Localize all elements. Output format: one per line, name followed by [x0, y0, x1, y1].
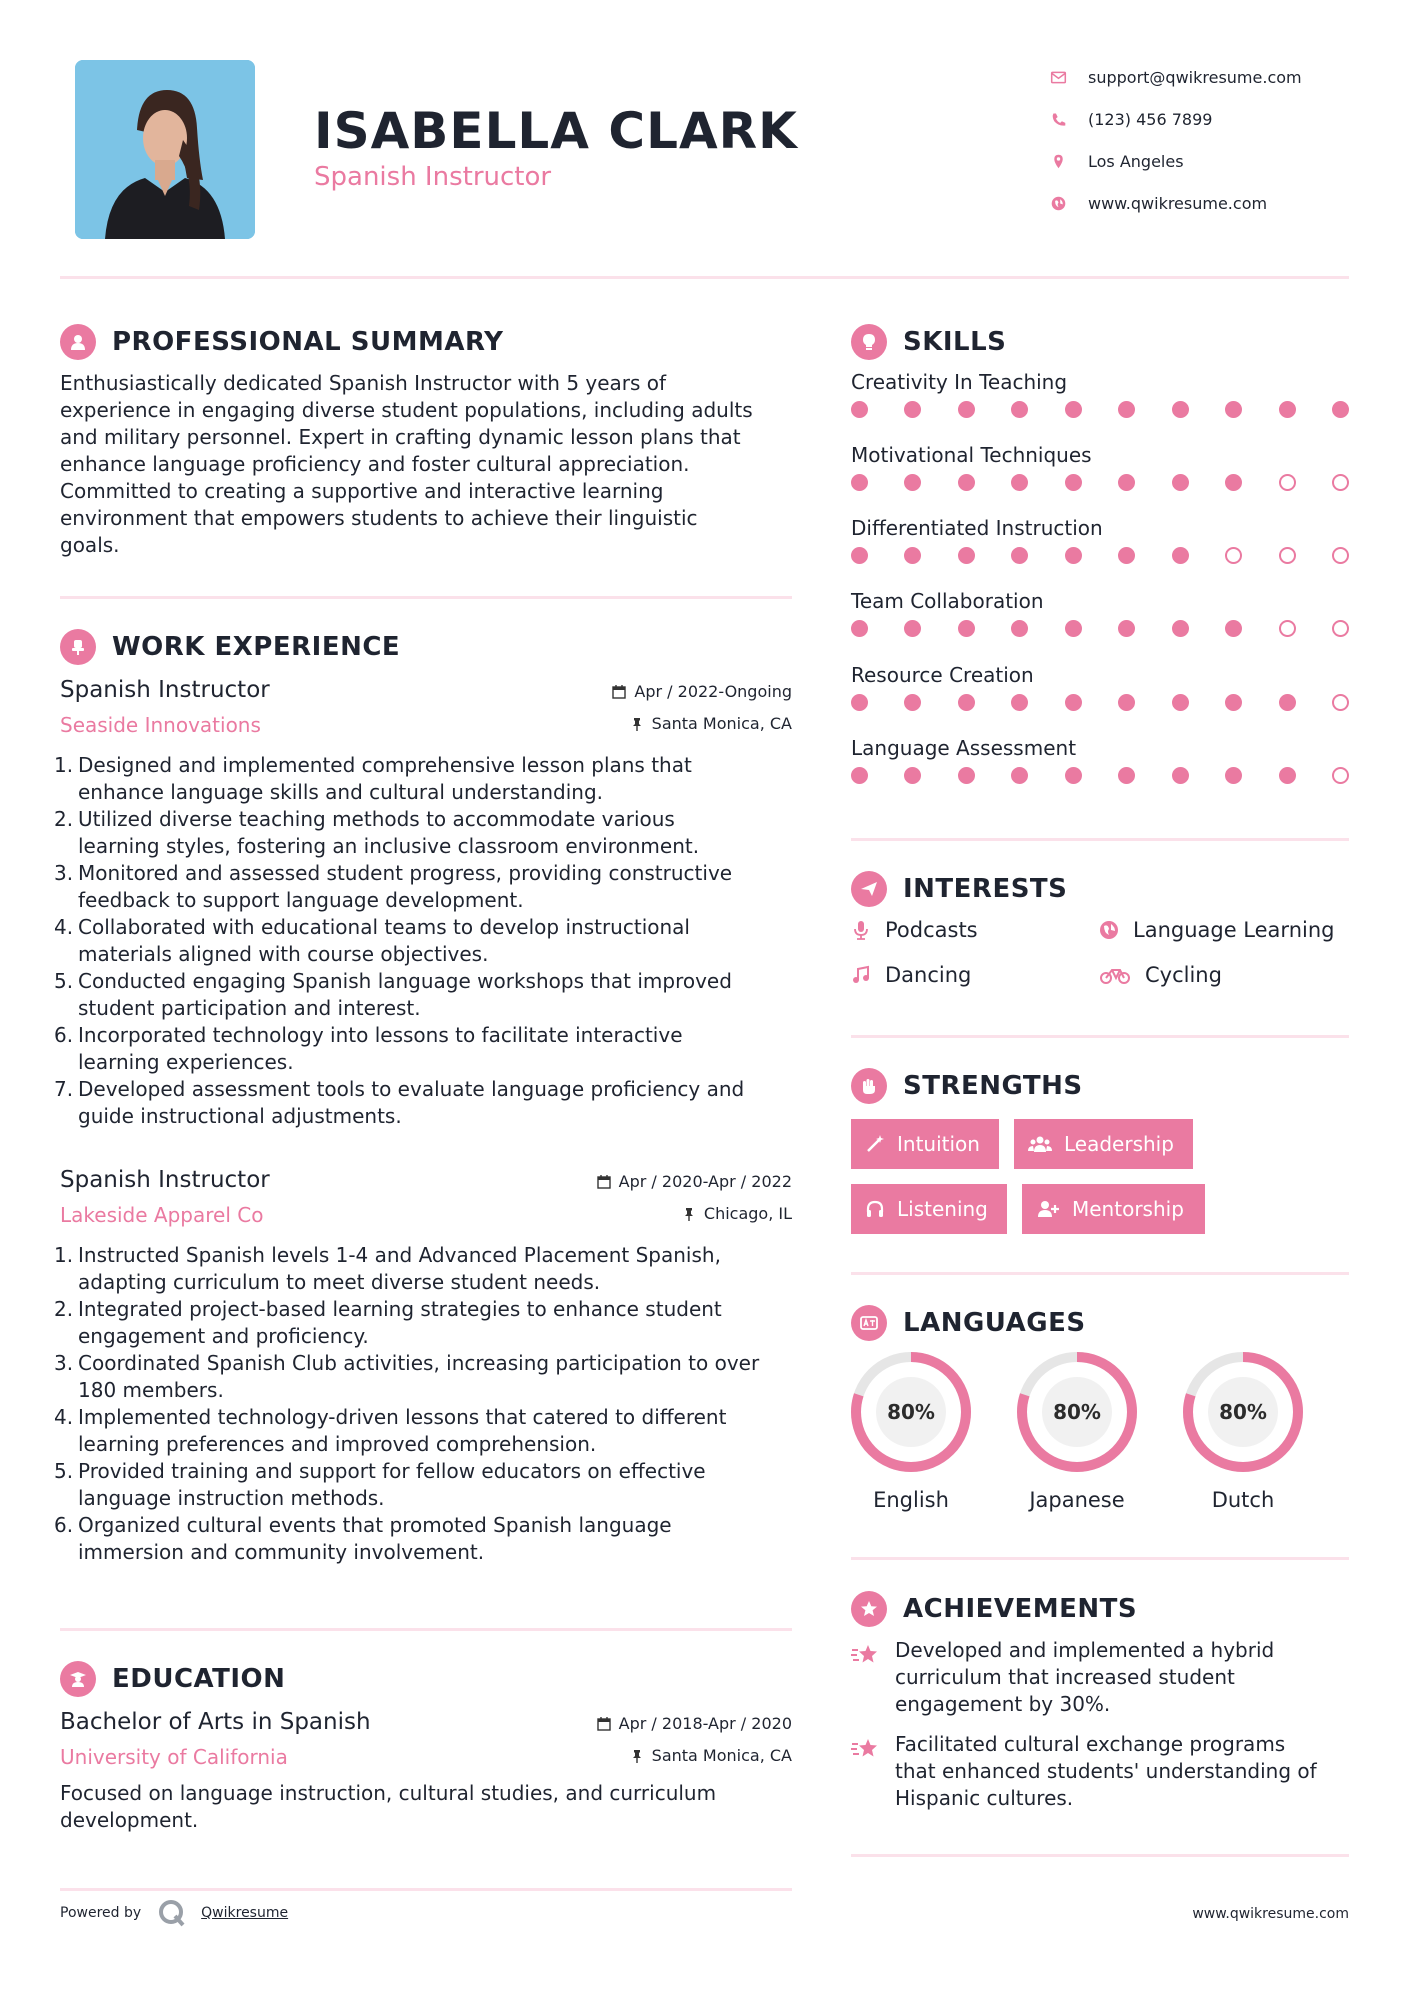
summary-line: experience in engaging diverse student populations, including adults — [60, 398, 753, 422]
summary-line: enhance language proficiency and foster cultural appreciation. — [60, 452, 690, 476]
summary-divider — [60, 596, 792, 599]
skill-item — [851, 513, 1349, 564]
summary-heading — [60, 324, 503, 360]
person-silhouette-icon — [75, 60, 255, 239]
skill-name: Resource Creation — [851, 663, 1034, 687]
summary-title: PROFESSIONAL SUMMARY — [112, 327, 504, 357]
pin-icon — [682, 1207, 696, 1221]
shooting-star-icon — [851, 1637, 895, 1718]
pin-icon — [630, 1749, 644, 1763]
rating-dot-filled — [1172, 401, 1189, 418]
skill-rating — [851, 474, 1349, 491]
language-card-icon — [851, 1305, 887, 1341]
skill-name: Creativity In Teaching — [851, 370, 1068, 394]
shooting-star-icon — [851, 1731, 895, 1812]
education-heading — [60, 1661, 285, 1697]
rating-dot-empty — [1332, 620, 1349, 637]
pin-icon — [630, 717, 644, 731]
language-ring — [1181, 1350, 1305, 1474]
bullet-line: Incorporated technology into lessons to facilitate interactive — [78, 1023, 683, 1047]
interest-item — [851, 918, 978, 942]
contact-list — [1050, 56, 1380, 224]
paper-plane-icon — [851, 871, 887, 907]
rating-dot-filled — [1065, 401, 1082, 418]
skill-item — [851, 367, 1349, 418]
contact-phone[interactable] — [1050, 98, 1380, 140]
skills-divider — [851, 838, 1349, 841]
job-location-text: Santa Monica, CA — [651, 714, 792, 733]
candidate-title: Spanish Instructor — [314, 162, 552, 192]
skill-rating — [851, 694, 1349, 711]
job-bullet: 4. Implemented technology-driven lessons that catered to different learning preferences and improved comprehension. — [60, 1404, 792, 1458]
bullet-line: Utilized diverse teaching methods to accommodate various — [78, 807, 675, 831]
achievements-divider — [851, 1854, 1349, 1857]
rating-dot-empty — [1332, 767, 1349, 784]
profile-photo — [75, 60, 255, 239]
interests-heading — [851, 871, 1067, 907]
skill-rating — [851, 401, 1349, 418]
candidate-name: ISABELLA CLARK — [314, 102, 798, 160]
rating-dot-filled — [851, 694, 868, 711]
rating-dot-filled — [1118, 694, 1135, 711]
language-name: English — [873, 1488, 949, 1512]
job-company: Lakeside Apparel Co — [60, 1203, 264, 1227]
bicycle-icon — [1099, 965, 1131, 985]
summary-line: Committed to creating a supportive and interactive learning — [60, 479, 664, 503]
language-percent: 80% — [876, 1377, 946, 1447]
strengths-title: STRENGTHS — [903, 1071, 1083, 1101]
achievements-heading — [851, 1591, 1137, 1627]
rating-dot-filled — [1118, 547, 1135, 564]
rating-dot-filled — [904, 620, 921, 637]
star-badge-icon — [851, 1591, 887, 1627]
job-dates — [612, 682, 792, 701]
rating-dot-filled — [1225, 474, 1242, 491]
achievement-line: curriculum that increased student — [895, 1665, 1235, 1689]
interest-item — [851, 963, 971, 987]
rating-dot-filled — [1011, 767, 1028, 784]
skill-name: Team Collaboration — [851, 589, 1044, 613]
education-line: development. — [60, 1808, 199, 1832]
summary-line: Enthusiastically dedicated Spanish Instructor with 5 years of — [60, 371, 667, 395]
achievement-line: Facilitated cultural exchange programs — [895, 1732, 1286, 1756]
job-role: Spanish Instructor — [60, 677, 270, 703]
education-location-text: Santa Monica, CA — [651, 1746, 792, 1765]
rating-dot-filled — [1065, 767, 1082, 784]
job-bullet: 6. Organized cultural events that promoted Spanish language immersion and community involvement. — [60, 1512, 792, 1566]
interest-label: Podcasts — [885, 918, 978, 942]
achievement-text — [895, 1731, 1317, 1812]
rating-dot-filled — [851, 474, 868, 491]
job-bullet: 7. Developed assessment tools to evaluate language proficiency and guide instructional adjustments. — [60, 1076, 792, 1130]
skill-rating — [851, 767, 1349, 784]
achievement-item — [851, 1637, 1351, 1718]
lightbulb-icon — [851, 324, 887, 360]
job-bullet: 2. Integrated project-based learning strategies to enhance student engagement and proficiency. — [60, 1296, 792, 1350]
language-item — [1015, 1350, 1139, 1512]
education-description — [60, 1780, 792, 1834]
rating-dot-filled — [1225, 401, 1242, 418]
contact-website-text: www.qwikresume.com — [1088, 193, 1268, 213]
language-ring — [1015, 1350, 1139, 1474]
calendar-icon — [612, 685, 626, 699]
bullet-line: Provided training and support for fellow educators on effective — [78, 1459, 706, 1483]
job-company: Seaside Innovations — [60, 713, 261, 737]
rating-dot-filled — [1118, 474, 1135, 491]
rating-dot-filled — [1118, 620, 1135, 637]
job-entry — [54, 1162, 792, 1566]
interest-item — [1099, 963, 1222, 987]
job-role: Spanish Instructor — [60, 1167, 270, 1193]
languages-title: LANGUAGES — [903, 1308, 1086, 1338]
job-dates-text: Apr / 2020-Apr / 2022 — [618, 1172, 792, 1191]
rating-dot-filled — [904, 401, 921, 418]
bullet-line: learning preferences and improved comprehension. — [78, 1432, 597, 1456]
rating-dot-filled — [1118, 767, 1135, 784]
experience-title: WORK EXPERIENCE — [112, 632, 401, 662]
job-location — [630, 714, 792, 733]
bullet-line: Conducted engaging Spanish language workshops that improved — [78, 969, 732, 993]
job-bullet: 5. Provided training and support for fellow educators on effective language instruction methods. — [60, 1458, 792, 1512]
rating-dot-filled — [904, 694, 921, 711]
language-item — [1181, 1350, 1305, 1512]
job-bullet: 4. Collaborated with educational teams to develop instructional materials aligned with course objectives. — [60, 914, 792, 968]
language-ring — [849, 1350, 973, 1474]
fist-icon — [851, 1068, 887, 1104]
achievement-item — [851, 1731, 1351, 1812]
bullet-line: engagement and proficiency. — [78, 1324, 369, 1348]
education-school: University of California — [60, 1745, 288, 1769]
rating-dot-filled — [1065, 547, 1082, 564]
rating-dot-empty — [1225, 547, 1242, 564]
rating-dot-filled — [1172, 547, 1189, 564]
mail-icon — [1050, 69, 1088, 86]
skills-heading — [851, 324, 1006, 360]
experience-divider — [60, 1628, 792, 1631]
magic-wand-icon — [865, 1134, 885, 1154]
globe-icon — [1050, 195, 1088, 212]
contact-location — [1050, 140, 1380, 182]
rating-dot-empty — [1279, 547, 1296, 564]
bullet-line: Designed and implemented comprehensive lesson plans that — [78, 753, 692, 777]
rating-dot-filled — [1172, 474, 1189, 491]
bullet-line: Collaborated with educational teams to develop instructional — [78, 915, 690, 939]
user-icon — [60, 324, 96, 360]
skill-rating — [851, 620, 1349, 637]
headphones-icon — [865, 1199, 885, 1219]
rating-dot-filled — [851, 767, 868, 784]
phone-icon — [1050, 111, 1088, 128]
bullet-line: materials aligned with course objectives. — [78, 942, 489, 966]
skill-name: Differentiated Instruction — [851, 516, 1103, 540]
footer-url[interactable]: www.qwikresume.com — [1192, 1906, 1349, 1922]
strength-tag — [1022, 1184, 1205, 1234]
job-bullet: 3. Coordinated Spanish Club activities, increasing participation to over 180 members. — [60, 1350, 792, 1404]
summary-line: and military personnel. Expert in crafting dynamic lesson plans that — [60, 425, 741, 449]
strength-tag — [851, 1184, 1007, 1234]
bullet-line: Developed assessment tools to evaluate language proficiency and — [78, 1077, 745, 1101]
bullet-line: Implemented technology-driven lessons that catered to different — [78, 1405, 727, 1429]
strength-label: Listening — [897, 1197, 988, 1221]
education-degree: Bachelor of Arts in Spanish — [60, 1709, 371, 1735]
rating-dot-filled — [1279, 694, 1296, 711]
skill-name: Motivational Techniques — [851, 443, 1092, 467]
rating-dot-filled — [1065, 694, 1082, 711]
languages-divider — [851, 1557, 1349, 1560]
location-icon — [1050, 153, 1088, 170]
skill-item — [851, 660, 1349, 711]
rating-dot-filled — [1011, 474, 1028, 491]
rating-dot-empty — [1332, 547, 1349, 564]
education-divider — [60, 1888, 792, 1891]
achievement-line: engagement by 30%. — [895, 1692, 1111, 1716]
rating-dot-filled — [958, 620, 975, 637]
language-name: Japanese — [1029, 1488, 1125, 1512]
summary-line: goals. — [60, 533, 120, 557]
job-dates — [597, 1172, 792, 1191]
qwikresume-link[interactable]: Qwikresume — [201, 1905, 289, 1921]
rating-dot-filled — [1225, 694, 1242, 711]
rating-dot-filled — [1011, 401, 1028, 418]
education-location — [630, 1746, 792, 1765]
bullet-line: 180 members. — [78, 1378, 224, 1402]
achievement-line: Developed and implemented a hybrid — [895, 1638, 1275, 1662]
language-name: Dutch — [1211, 1488, 1275, 1512]
contact-phone-text: (123) 456 7899 — [1088, 109, 1213, 129]
job-entry — [54, 672, 792, 1130]
job-location-text: Chicago, IL — [703, 1204, 792, 1223]
bullet-line: guide instructional adjustments. — [78, 1104, 402, 1128]
bullet-line: language instruction methods. — [78, 1486, 385, 1510]
graduate-icon — [60, 1661, 96, 1697]
rating-dot-filled — [1065, 474, 1082, 491]
music-note-icon — [851, 965, 871, 985]
strength-label: Mentorship — [1072, 1197, 1184, 1221]
rating-dot-filled — [904, 767, 921, 784]
bullet-line: Coordinated Spanish Club activities, increasing participation to over — [78, 1351, 760, 1375]
rating-dot-filled — [851, 401, 868, 418]
users-icon — [1028, 1134, 1052, 1154]
skill-name: Language Assessment — [851, 736, 1077, 760]
skill-item — [851, 733, 1349, 784]
rating-dot-filled — [1279, 767, 1296, 784]
languages-heading — [851, 1305, 1086, 1341]
education-dates-text: Apr / 2018-Apr / 2020 — [618, 1714, 792, 1733]
interest-item — [1099, 918, 1334, 942]
rating-dot-filled — [1118, 401, 1135, 418]
strength-label: Leadership — [1064, 1132, 1174, 1156]
education-title: EDUCATION — [112, 1664, 286, 1694]
job-bullet: 5. Conducted engaging Spanish language workshops that improved student participation and interest. — [60, 968, 792, 1022]
rating-dot-filled — [851, 547, 868, 564]
bullet-line: Organized cultural events that promoted Spanish language — [78, 1513, 672, 1537]
language-percent: 80% — [1208, 1377, 1278, 1447]
rating-dot-filled — [1172, 694, 1189, 711]
footer-powered-by — [60, 1898, 288, 1928]
rating-dot-filled — [1065, 620, 1082, 637]
job-bullet: 6. Incorporated technology into lessons to facilitate interactive learning experiences. — [60, 1022, 792, 1076]
rating-dot-filled — [1011, 547, 1028, 564]
job-bullets — [54, 1242, 792, 1566]
bullet-line: enhance language skills and cultural understanding. — [78, 780, 604, 804]
interest-label: Dancing — [885, 963, 972, 987]
microphone-icon — [851, 920, 871, 940]
education-dates — [597, 1714, 792, 1733]
calendar-icon — [597, 1175, 611, 1189]
interests-title: INTERESTS — [903, 874, 1068, 904]
rating-dot-filled — [1225, 620, 1242, 637]
job-dates-text: Apr / 2022-Ongoing — [634, 682, 792, 701]
bullet-line: adapting curriculum to meet diverse student needs. — [78, 1270, 601, 1294]
rating-dot-empty — [1332, 474, 1349, 491]
contact-website[interactable] — [1050, 182, 1380, 224]
bullet-line: immersion and community involvement. — [78, 1540, 485, 1564]
language-percent: 80% — [1042, 1377, 1112, 1447]
language-item — [849, 1350, 973, 1512]
interests-divider — [851, 1035, 1349, 1038]
rating-dot-filled — [958, 547, 975, 564]
rating-dot-filled — [1225, 767, 1242, 784]
rating-dot-empty — [1279, 620, 1296, 637]
experience-heading — [60, 629, 400, 665]
skill-item — [851, 586, 1349, 637]
education-line: Focused on language instruction, cultural studies, and curriculum — [60, 1781, 717, 1805]
bullet-line: learning styles, fostering an inclusive classroom environment. — [78, 834, 700, 858]
rating-dot-filled — [958, 767, 975, 784]
globe-icon — [1099, 920, 1119, 940]
bullet-line: feedback to support language development. — [78, 888, 524, 912]
rating-dot-filled — [1011, 620, 1028, 637]
rating-dot-filled — [1332, 401, 1349, 418]
powered-by-label: Powered by — [60, 1905, 142, 1921]
bullet-line: student participation and interest. — [78, 996, 421, 1020]
rating-dot-filled — [958, 401, 975, 418]
rating-dot-empty — [1332, 694, 1349, 711]
summary-line: environment that empowers students to achieve their linguistic — [60, 506, 698, 530]
rating-dot-filled — [958, 474, 975, 491]
skill-rating — [851, 547, 1349, 564]
job-bullet: 1. Designed and implemented comprehensive lesson plans that enhance language skills and cultural understanding. — [60, 752, 792, 806]
job-bullet: 2. Utilized diverse teaching methods to accommodate various learning styles, fostering an inclusive classroom environment. — [60, 806, 792, 860]
job-bullet: 3. Monitored and assessed student progress, providing constructive feedback to support language development. — [60, 860, 792, 914]
calendar-icon — [597, 1717, 611, 1731]
rating-dot-empty — [1279, 474, 1296, 491]
interest-label: Cycling — [1145, 963, 1222, 987]
strengths-heading — [851, 1068, 1083, 1104]
achievement-line: that enhanced students' understanding of — [895, 1759, 1317, 1783]
contact-email[interactable] — [1050, 56, 1380, 98]
rating-dot-filled — [1011, 694, 1028, 711]
strength-tag — [851, 1119, 999, 1169]
achievement-line: Hispanic cultures. — [895, 1786, 1074, 1810]
interest-label: Language Learning — [1133, 918, 1335, 942]
education-entry — [60, 1704, 792, 1834]
strength-tag — [1014, 1119, 1193, 1169]
bullet-line: Instructed Spanish levels 1-4 and Advanced Placement Spanish, — [78, 1243, 721, 1267]
achievement-text — [895, 1637, 1274, 1718]
rating-dot-filled — [1279, 401, 1296, 418]
job-bullets — [54, 752, 792, 1130]
contact-email-text: support@qwikresume.com — [1088, 67, 1302, 87]
user-plus-icon — [1036, 1199, 1060, 1219]
bullet-line: learning experiences. — [78, 1050, 294, 1074]
bullet-line: Monitored and assessed student progress, providing constructive — [78, 861, 733, 885]
rating-dot-filled — [851, 620, 868, 637]
skill-item — [851, 440, 1349, 491]
skills-title: SKILLS — [903, 327, 1007, 357]
header-divider — [60, 276, 1349, 279]
contact-location-text: Los Angeles — [1088, 151, 1184, 171]
job-bullet: 1. Instructed Spanish levels 1-4 and Advanced Placement Spanish, adapting curriculum to meet diverse student needs. — [60, 1242, 792, 1296]
rating-dot-filled — [1172, 767, 1189, 784]
achievements-title: ACHIEVEMENTS — [903, 1594, 1138, 1624]
rating-dot-filled — [904, 474, 921, 491]
chair-icon — [60, 629, 96, 665]
strength-label: Intuition — [897, 1132, 980, 1156]
rating-dot-filled — [1172, 620, 1189, 637]
bullet-line: Integrated project-based learning strategies to enhance student — [78, 1297, 722, 1321]
job-location — [682, 1204, 792, 1223]
strengths-divider — [851, 1272, 1349, 1275]
qwikresume-logo-icon — [157, 1898, 187, 1928]
rating-dot-filled — [904, 547, 921, 564]
rating-dot-filled — [958, 694, 975, 711]
summary-text — [60, 370, 800, 559]
